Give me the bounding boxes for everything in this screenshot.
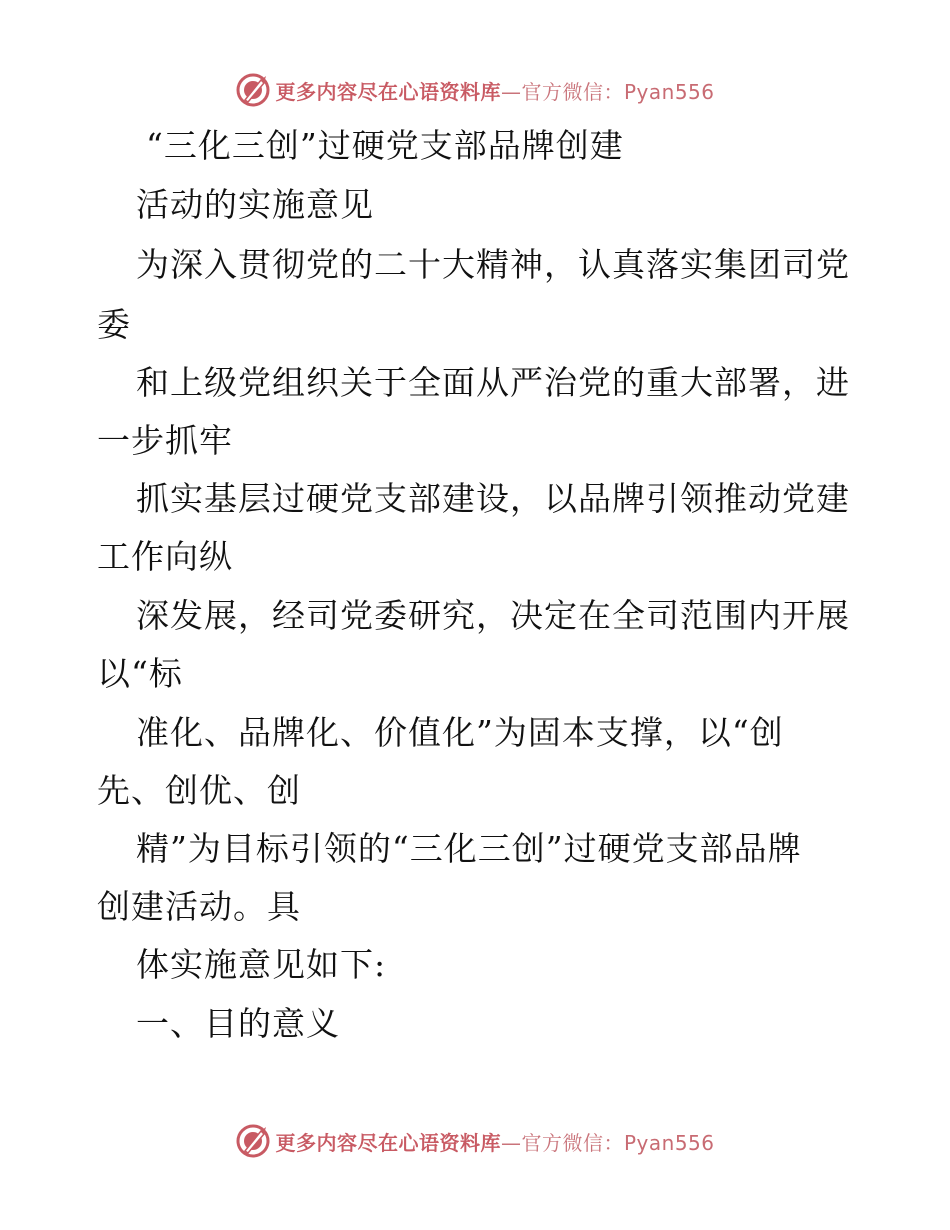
paragraph-line: 抓实基层过硬党支部建设，以品牌引领推动党建 xyxy=(136,479,850,518)
watermark-text xyxy=(275,1127,714,1156)
paragraph-line: 深发展，经司党委研究，决定在全司范围内开展 xyxy=(136,596,850,635)
quill-logo-icon xyxy=(235,72,271,108)
paragraph-line: 委 xyxy=(97,305,131,344)
paragraph-line: 体实施意见如下: xyxy=(136,945,387,984)
paragraph-line: 以“标 xyxy=(97,654,183,693)
watermark-rest-text: —官方微信： xyxy=(500,79,624,104)
header-watermark xyxy=(0,70,950,110)
paragraph-line: 为深入贯彻党的二十大精神，认真落实集团司党 xyxy=(136,245,850,284)
quill-logo-icon xyxy=(235,1123,271,1159)
watermark-strong-text: 更多内容尽在心语资料库 xyxy=(275,1130,501,1155)
watermark-id-text: Pyan556 xyxy=(623,79,715,104)
watermark-strong-text: 更多内容尽在心语资料库 xyxy=(275,79,501,104)
watermark-rest-text: —官方微信： xyxy=(500,1130,624,1155)
section-heading: 一、目的意义 xyxy=(136,1004,340,1043)
watermark-id-text: Pyan556 xyxy=(623,1130,715,1155)
paragraph-line: 精”为目标引领的“三化三创”过硬党支部品牌 xyxy=(136,829,802,868)
paragraph-line: 工作向纵 xyxy=(97,537,233,576)
paragraph-line: 先、创优、创 xyxy=(97,771,301,810)
paragraph-line: 和上级党组织关于全面从严治党的重大部署，进 xyxy=(136,363,850,402)
paragraph-line: 一步抓牢 xyxy=(97,421,233,460)
document-title-line-1: “三化三创”过硬党支部品牌创建 xyxy=(146,126,624,165)
watermark-text xyxy=(275,76,714,105)
paragraph-line: 准化、品牌化、价值化”为固本支撑，以“创 xyxy=(136,713,784,752)
document-title-line-2: 活动的实施意见 xyxy=(136,185,374,224)
footer-watermark xyxy=(0,1121,950,1161)
paragraph-line: 创建活动。具 xyxy=(97,887,301,926)
